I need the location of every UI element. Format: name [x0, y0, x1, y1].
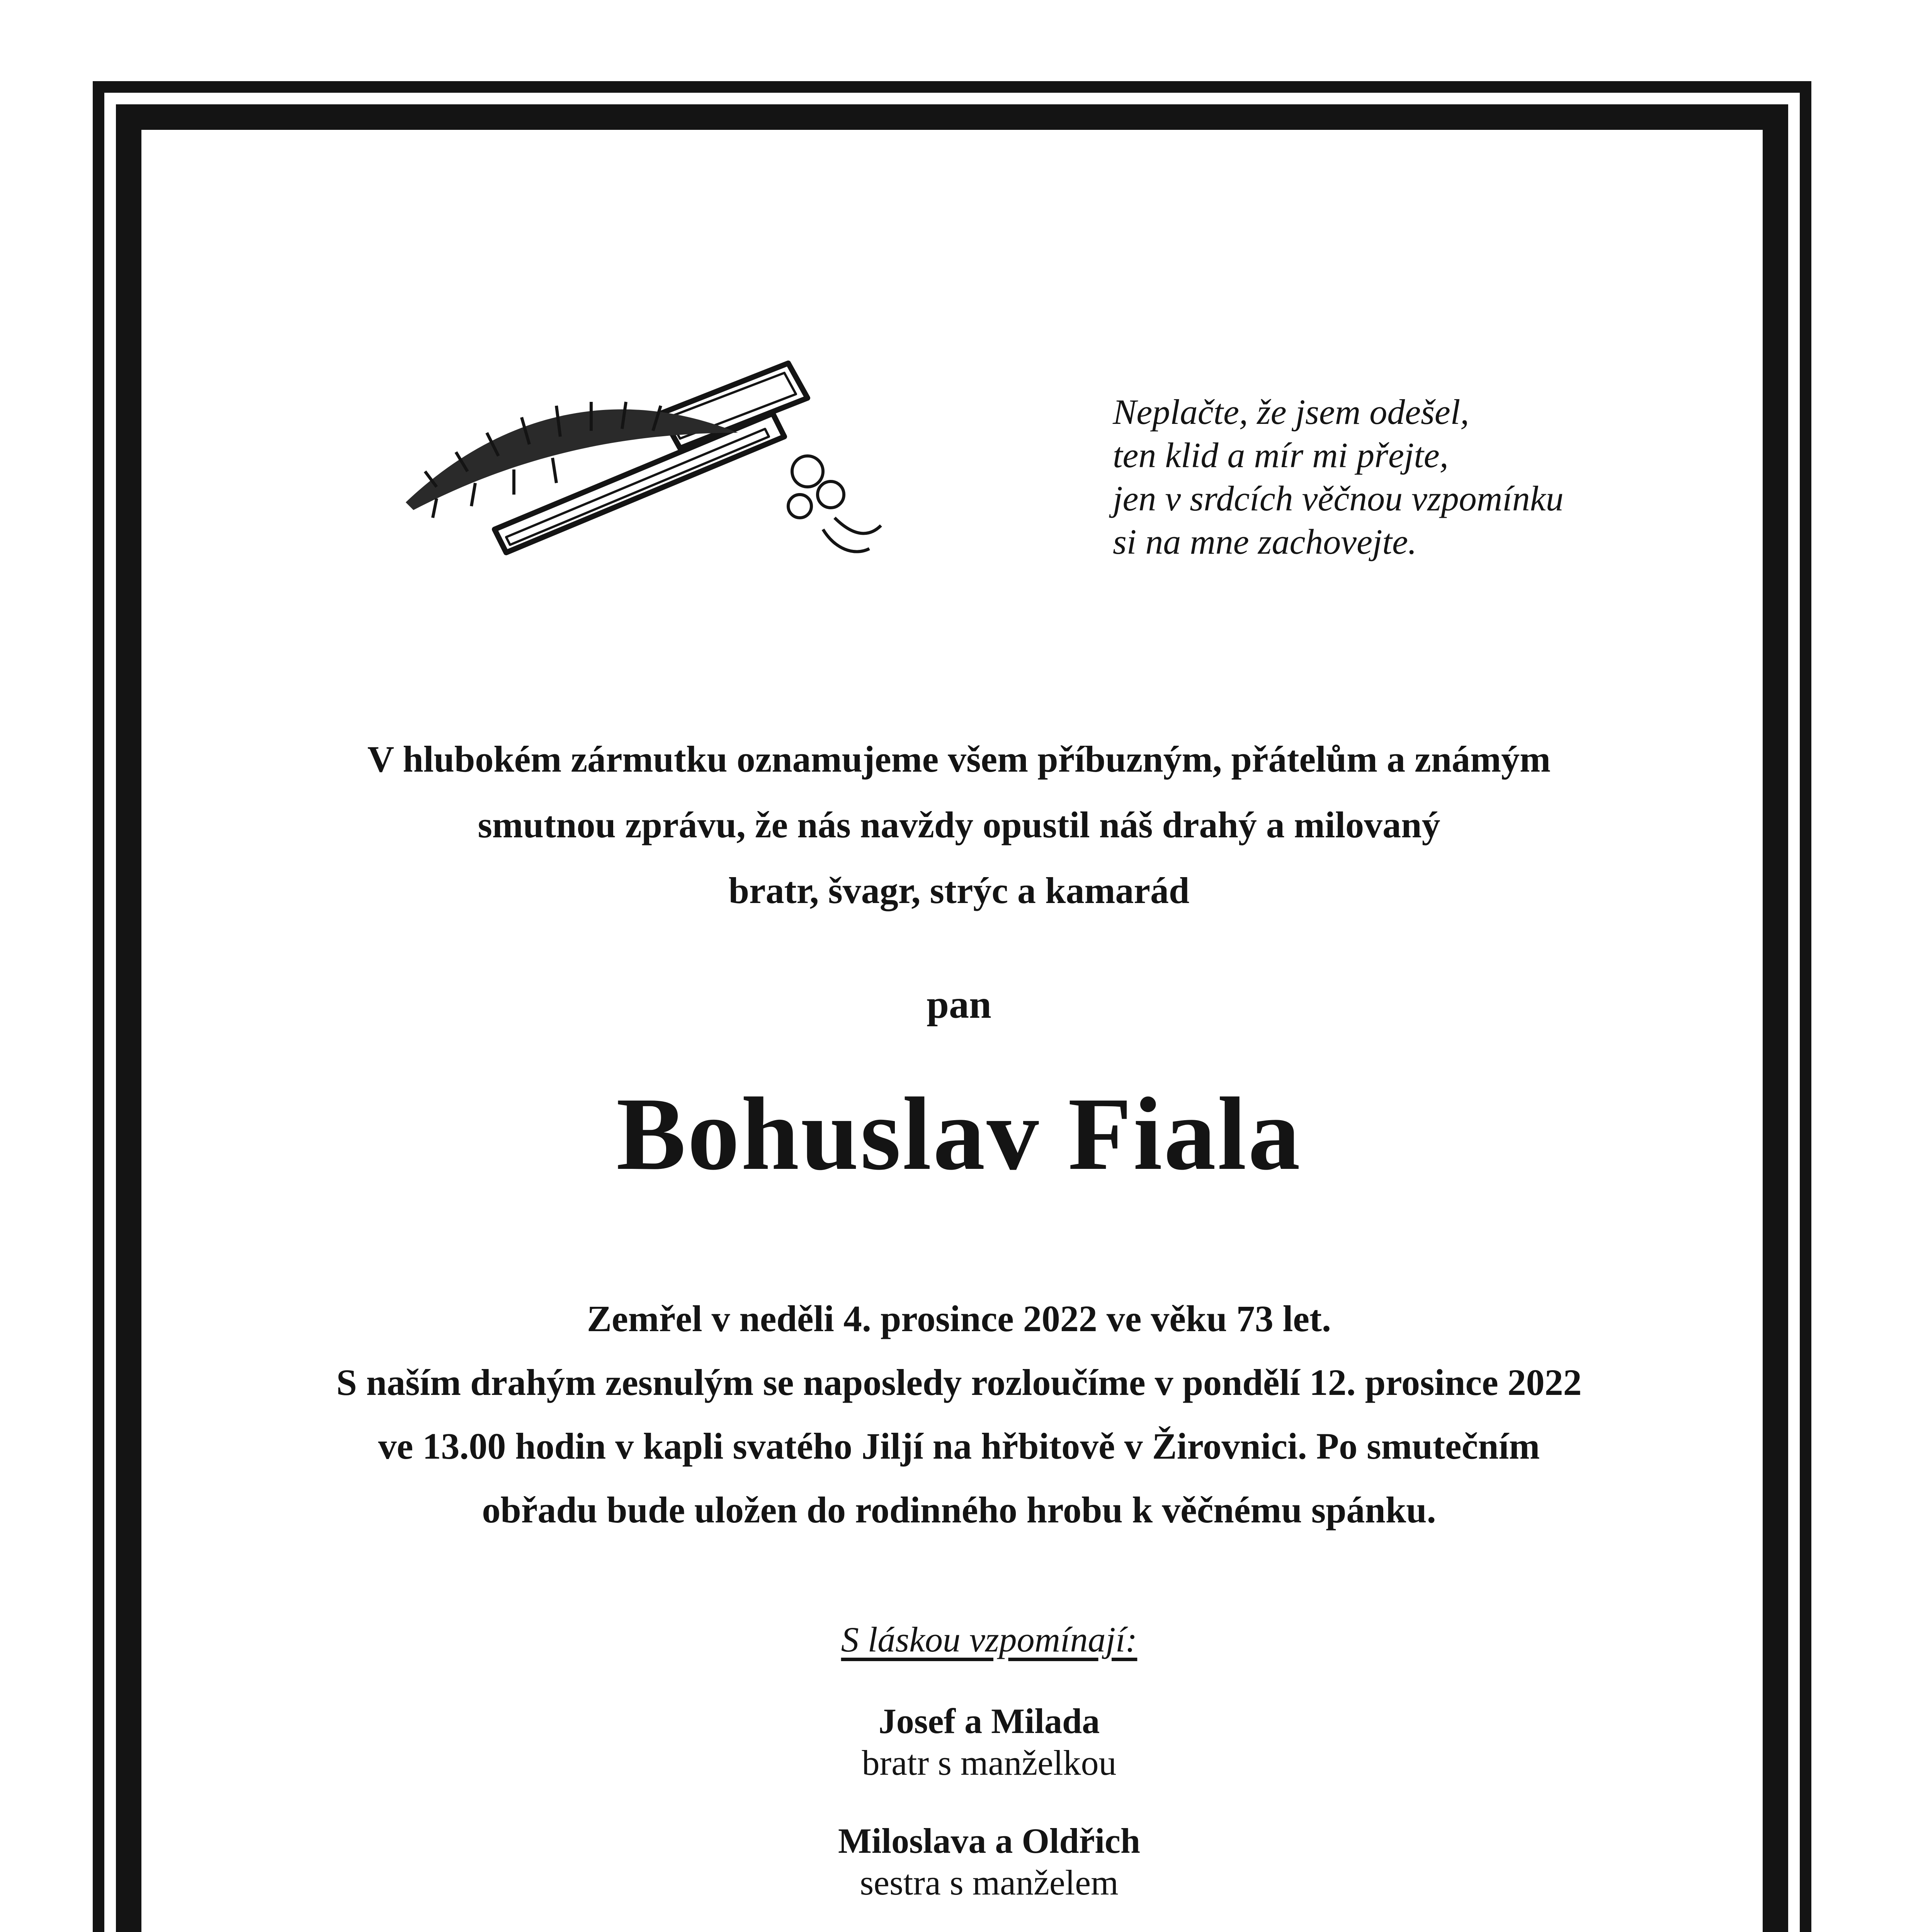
mourner-entry [0, 1820, 1918, 1903]
mourner-entry [0, 1700, 1918, 1784]
details-line: ve 13.00 hodin v kapli svatého Jiljí na hřbitově v Žirovnici. Po smutečním [378, 1425, 1540, 1467]
mourners-title: S láskou vzpomínají: [841, 1620, 1138, 1659]
mourner-name: Miloslava a Oldřich [838, 1821, 1140, 1861]
poem-line: ten klid a mír mi přejte, [1113, 435, 1449, 475]
poem-line: si na mne zachovejte. [1113, 522, 1417, 561]
funeral-details [0, 1287, 1918, 1542]
announcement-line: bratr, švagr, strýc a kamarád [728, 870, 1190, 911]
cross-and-palm-icon [390, 355, 904, 572]
poem-line: Neplačte, že jsem odešel, [1113, 392, 1469, 432]
details-line: Zemřel v neděli 4. prosince 2022 ve věku 73 let. [587, 1298, 1331, 1339]
mourner-name: Josef a Milada [878, 1701, 1100, 1741]
announcement-text [0, 726, 1918, 923]
details-line: obřadu bude uložen do rodinného hrobu k věčnému spánku. [482, 1489, 1436, 1531]
memorial-poem [1113, 390, 1564, 563]
poem-line: jen v srdcích věčnou vzpomínku [1113, 479, 1564, 518]
mourner-relation: bratr s manželkou [862, 1743, 1117, 1782]
details-line: S naším drahým zesnulým se naposledy rozloučíme v pondělí 12. prosince 2022 [336, 1362, 1582, 1403]
honorific: pan [927, 982, 991, 1027]
deceased-name: Bohuslav Fiala [616, 1076, 1302, 1192]
mourner-relation: sestra s manželem [860, 1863, 1119, 1902]
announcement-line: smutnou zprávu, že nás navždy opustil náš drahý a milovaný [478, 804, 1440, 845]
announcement-line: V hlubokém zármutku oznamujeme všem příbuzným, přátelům a známým [367, 738, 1551, 780]
